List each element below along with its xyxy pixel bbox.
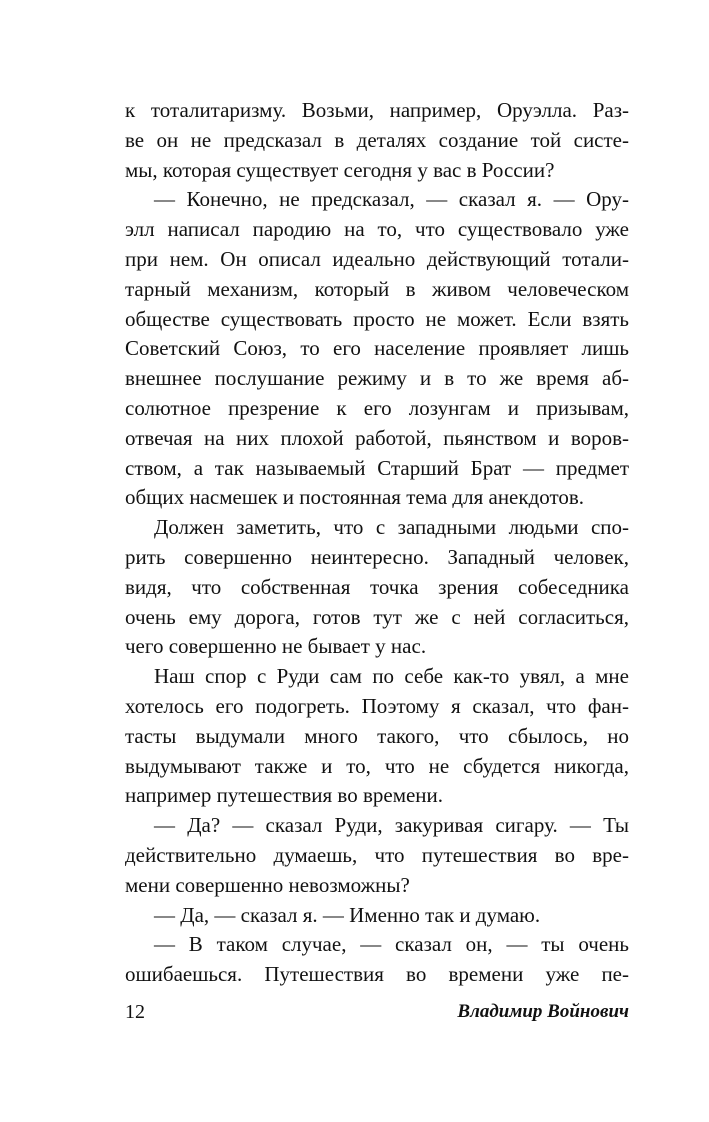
text-line: рить совершенно неинтересно. Западный человек, (125, 544, 629, 569)
running-author: Владимир Войнович (457, 1001, 629, 1022)
text-line: — В таком случае, — сказал он, — ты очень (154, 932, 629, 957)
text-line: к тоталитаризму. Возьми, например, Оруэлла. Раз- (125, 98, 629, 122)
text-line: мы, которая существует сегодня у вас в России? (125, 157, 555, 182)
body-text (125, 96, 629, 990)
text-line: видя, что собственная точка зрения собеседника (125, 574, 629, 599)
text-line: обществе существовать просто не может. Если взять (125, 306, 629, 331)
text-line: — Конечно, не предсказал, — сказал я. — Ору- (154, 187, 629, 212)
text-line: например путешествия во времени. (125, 783, 444, 808)
text-line: элл написал пародию на то, что существовало уже (125, 217, 629, 242)
text-line: тасты выдумали много такого, что сбылось, но (125, 723, 629, 748)
text-line: при нем. Он описал идеально действующий тотали- (125, 246, 629, 271)
text-line: тарный механизм, который в живом человеческом (125, 276, 629, 301)
text-line: Советский Союз, то его население проявляет лишь (125, 336, 629, 361)
text-line: чего совершенно не бывает у нас. (125, 634, 427, 659)
text-line: — Да? — сказал Руди, закуривая сигару. — Ты (154, 813, 629, 838)
text-line: Наш спор с Руди сам по себе как-то увял, а мне (154, 664, 629, 689)
text-line: хотелось его подогреть. Поэтому я сказал, что фан- (125, 693, 629, 718)
text-line: выдумывают также и то, что не сбудется никогда, (125, 753, 629, 778)
text-line: мени совершенно невозможны? (125, 872, 410, 897)
text-line: общих насмешек и постоянная тема для анекдотов. (125, 485, 585, 510)
page-number: 12 (125, 1001, 145, 1023)
text-line: действительно думаешь, что путешествия во вре- (125, 842, 629, 867)
text-line: — Да, — сказал я. — Именно так и думаю. (154, 902, 541, 927)
text-line: ошибаешься. Путешествия во времени уже пе- (125, 962, 629, 987)
text-line: внешнее послушание режиму и в то же время аб- (125, 366, 629, 391)
text-line: ве он не предсказал в деталях создание той систе- (125, 127, 629, 152)
text-line: отвечая на них плохой работой, пьянством и воров- (125, 425, 629, 450)
text-line: ством, а так называемый Старший Брат — предмет (125, 455, 629, 480)
page-footer (125, 997, 629, 1027)
text-line: Должен заметить, что с западными людьми спо- (154, 515, 629, 540)
text-line: солютное презрение к его лозунгам и призывам, (125, 395, 629, 420)
text-line: очень ему дорога, готов тут же с ней согласиться, (125, 604, 629, 629)
